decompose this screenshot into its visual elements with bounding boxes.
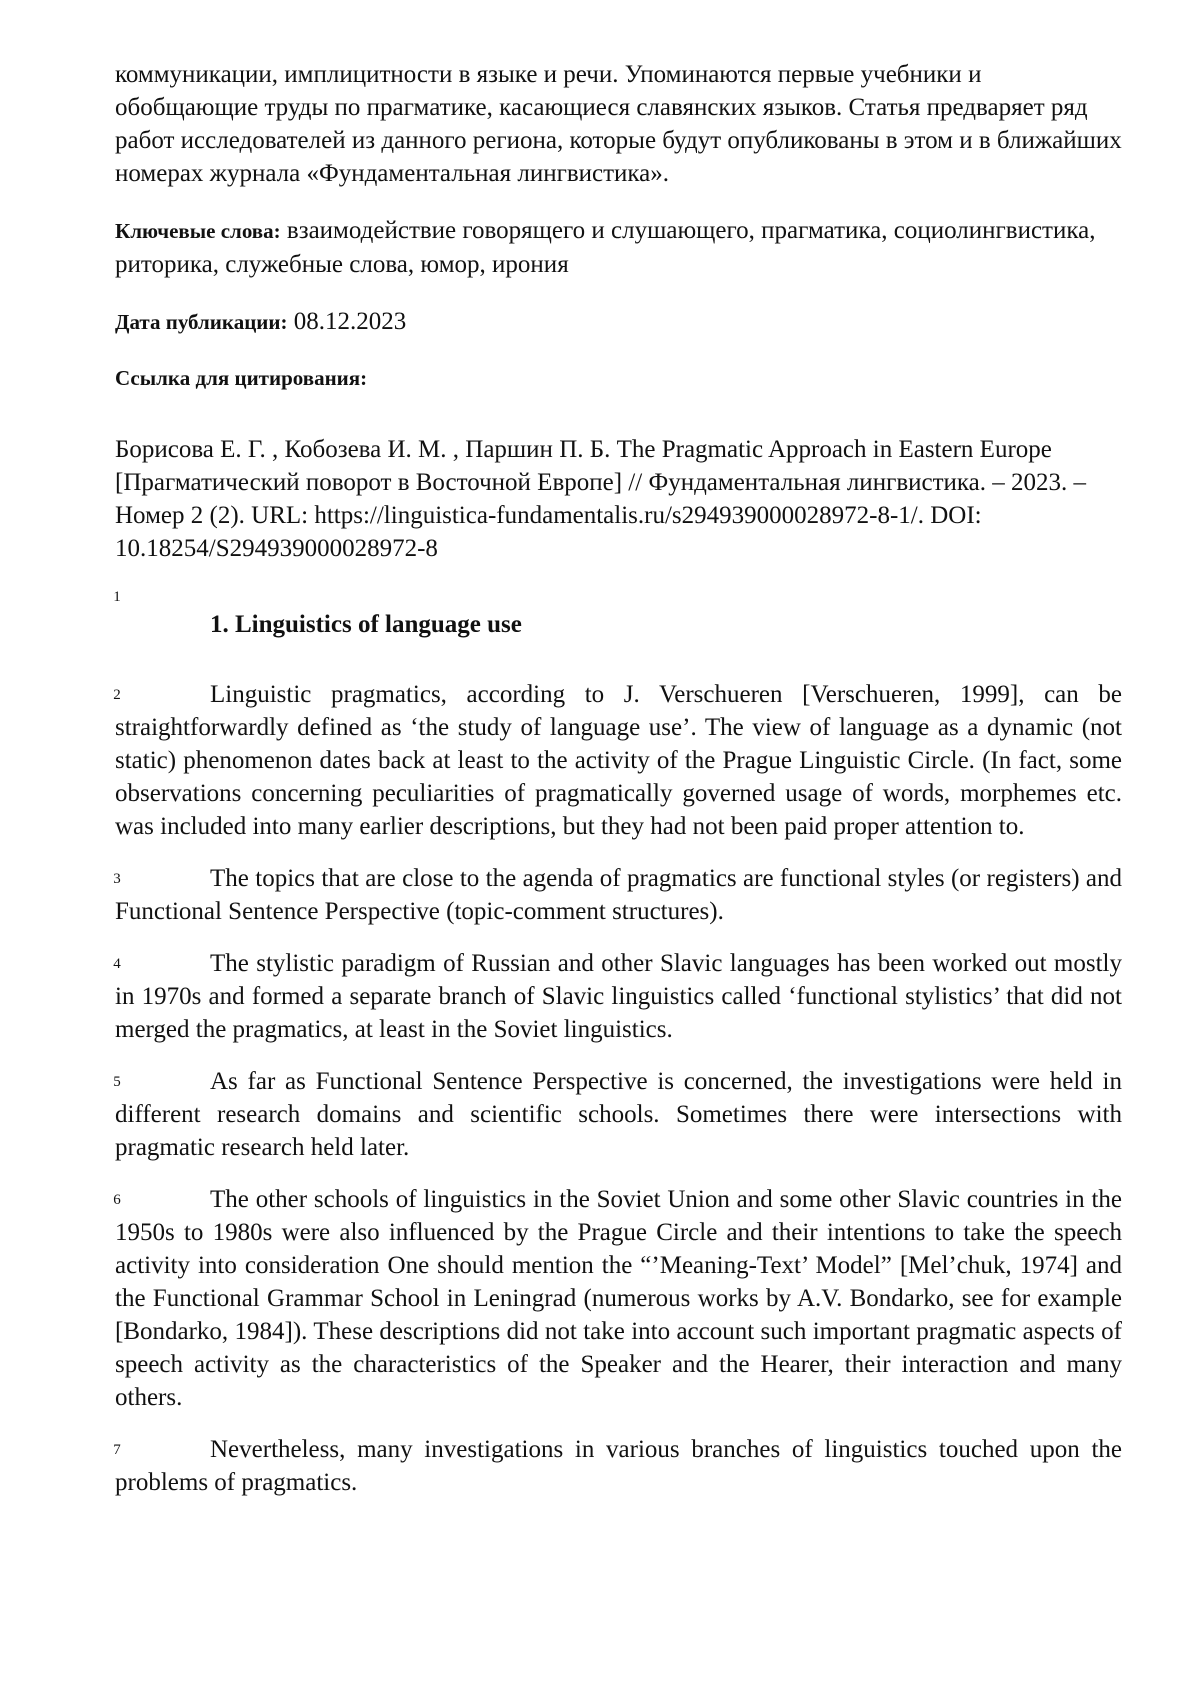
paragraph-text: Nevertheless, many investigations in various branches of linguistics touched upon the problems of pragmatics. <box>115 1436 1122 1496</box>
keywords-label: Ключевые слова: <box>115 219 281 243</box>
citation-text: Борисова Е. Г. , Кобозева И. М. , Паршин П. Б. The Pragmatic Approach in Eastern Europe [Прагматический поворот в Восточной Европе] // Фундаментальная лингвистика. – 2023. – Номер 2 (2). URL: https://linguistica-fundamentalis.ru/s294939000028972-8-1/. DOI: 10.18254/S294939000028972-8 <box>115 436 1087 562</box>
paragraph-number: 6 <box>113 1192 121 1208</box>
paragraph <box>115 678 1122 843</box>
paragraph <box>115 1433 1122 1499</box>
paragraph-text: The other schools of linguistics in the Soviet Union and some other Slavic countries in the 1950s to 1980s were also influenced by the Prague Circle and their intentions to take the speech activity into consideration One should mention the “’Meaning-Text’ Model” [Mel’chuk, 1974] and the Functional Grammar School in Leningrad (numerous works by A.V. Bondarko, see for example [Bondarko, 1984]). These descriptions did not take into account such important pragmatic aspects of speech activity as the characteristics of the Speaker and the Hearer, their interaction and many others. <box>115 1186 1122 1411</box>
section-heading-block <box>115 590 1122 641</box>
paragraph <box>115 1065 1122 1164</box>
keywords-value: взаимодействие говорящего и слушающего, прагматика, социолингвистика, риторика, служебные слова, юмор, ирония <box>115 217 1096 278</box>
paragraph-text: The topics that are close to the agenda of pragmatics are functional styles (or registers) and Functional Sentence Perspective (topic-comment structures). <box>115 865 1122 925</box>
publication-date-label: Дата публикации: <box>115 310 288 334</box>
paragraph-number: 3 <box>113 871 121 887</box>
citation-label-line <box>115 361 1122 395</box>
citation-label: Ссылка для цитирования: <box>115 366 368 390</box>
publication-date-value: 08.12.2023 <box>287 308 407 335</box>
paragraph <box>115 862 1122 928</box>
paragraph-number: 1 <box>113 589 121 605</box>
paragraph <box>115 1183 1122 1414</box>
paragraph-number: 4 <box>113 956 121 972</box>
keywords <box>115 214 1122 281</box>
paragraph <box>115 947 1122 1046</box>
paragraph-number: 5 <box>113 1074 121 1090</box>
paragraph-number: 7 <box>113 1442 121 1458</box>
paragraph-text: As far as Functional Sentence Perspective is concerned, the investigations were held in different research domains and scientific schools. Sometimes there were intersections with pragmatic research held later. <box>115 1068 1122 1161</box>
publication-date <box>115 305 1122 339</box>
paragraph-number: 2 <box>113 687 121 703</box>
section-heading: 1. Linguistics of language use <box>210 611 522 638</box>
paragraph-text: Linguistic pragmatics, according to J. Verschueren [Verschueren, 1999], can be straightforwardly defined as ‘the study of language use’. The view of language as a dynamic (not static) phenomenon dates back at least to the activity of the Prague Linguistic Circle. (In fact, some observations concerning peculiarities of pragmatically governed usage of words, morphemes etc. was included into many earlier descriptions, but they had not been paid proper attention to. <box>115 681 1122 840</box>
paragraph-text: The stylistic paradigm of Russian and other Slavic languages has been worked out mostly in 1970s and formed a separate branch of Slavic linguistics called ‘functional stylistics’ that did not merged the pragmatics, at least in the Soviet linguistics. <box>115 950 1122 1043</box>
abstract-text: коммуникации, имплицитности в языке и речи. Упоминаются первые учебники и обобщающие труды по прагматике, касающиеся славянских языков. Статья предваряет ряд работ исследователей из данного региона, которые будут опубликованы в этом и в ближайших номерах журнала «Фундаментальная лингвистика». <box>115 61 1122 187</box>
